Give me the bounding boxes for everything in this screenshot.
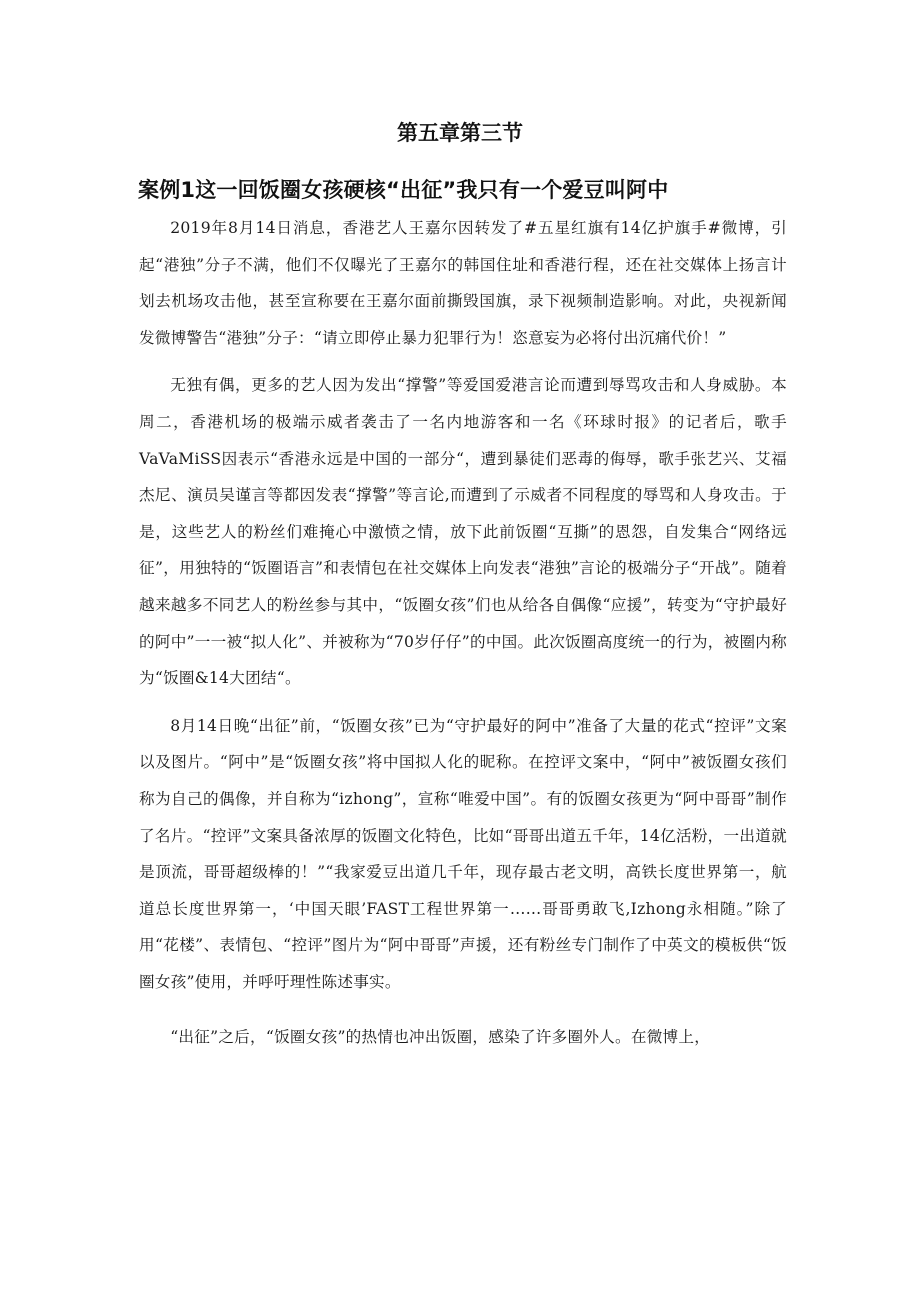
paragraph: 8月14日晚“出征”前，“饭圈女孩”已为“守护最好的阿中”准备了大量的花式“控评”文案以及图片。“阿中”是“饭圈女孩”将中国拟人化的昵称。在控评文案中，“阿中”被饭圈女孩们称为自己的偶像，并自称为“izhong”，宣称“唯爱中国”。有的饭圈女孩更为“阿中哥哥”制作了名片。“控评”文案具备浓厚的饭圈文化特色，比如“哥哥出道五千年，14亿活粉，一出道就是顶流，哥哥超级棒的！”“我家爱豆出道几千年，现存最古老文明，高铁长度世界第一，航道总长度世界第一，‘中国天眼’FAST工程世界第一……哥哥勇敢飞,Izhong永相随。”除了用“花楼”、表情包、“控评”图片为“阿中哥哥”声援，还有粉丝专门制作了中英文的模板供“饭圈女孩”使用，并呼吁理性陈述事实。 — [139, 716, 787, 991]
paragraph: 无独有偶，更多的艺人因为发出“撑警”等爱国爱港言论而遭到辱骂攻击和人身威胁。本周二，香港机场的极端示威者袭击了一名内地游客和一名《环球时报》的记者后，歌手VaVaMiSS因表示“香港永远是中国的一部分“，遭到暴徒们恶毒的侮辱，歌手张艺兴、艾福杰尼、演员吴谨言等都因发表“撑警”等言论,而遭到了示威者不同程度的辱骂和人身攻击。于是，这些艺人的粉丝们难掩心中激愤之情，放下此前饭圈“互撕”的恩怨，自发集合“网络远征”，用独特的“饭圈语言”和表情包在社交媒体上向发表“港独”言论的极端分子“开战”。随着越来越多不同艺人的粉丝参与其中，“饭圈女孩”们也从给各自偶像“应援”，转变为“守护最好的阿中”一一被“拟人化”、并被称为“70岁仔仔”的中国。此次饭圈高度统一的行为，被圈内称为“饭圈&14大团结“。 — [139, 376, 787, 688]
paragraph: 2019年8月14日消息，香港艺人王嘉尔因转发了#五星红旗有14亿护旗手#微博，引起“港独”分子不满，他们不仅曝光了王嘉尔的韩国住址和香港行程，还在社交媒体上扬言计划去机场攻击他，甚至宣称要在王嘉尔面前撕毁国旗，录下视频制造影响。对此，央视新闻发微博警告“港独”分子：“请立即停止暴力犯罪行为！恣意妄为必将付出沉痛代价！” — [139, 219, 787, 347]
paragraph: “出征”之后，“饭圈女孩”的热情也冲出饭圈，感染了许多圈外人。在微博上， — [170, 1028, 711, 1047]
article-body — [139, 210, 787, 1067]
case-title: 案例1这一回饭圈女孩硬核“出征”我只有一个爱豆叫阿中 — [138, 178, 669, 202]
chapter-title: 第五章第三节 — [397, 121, 523, 145]
